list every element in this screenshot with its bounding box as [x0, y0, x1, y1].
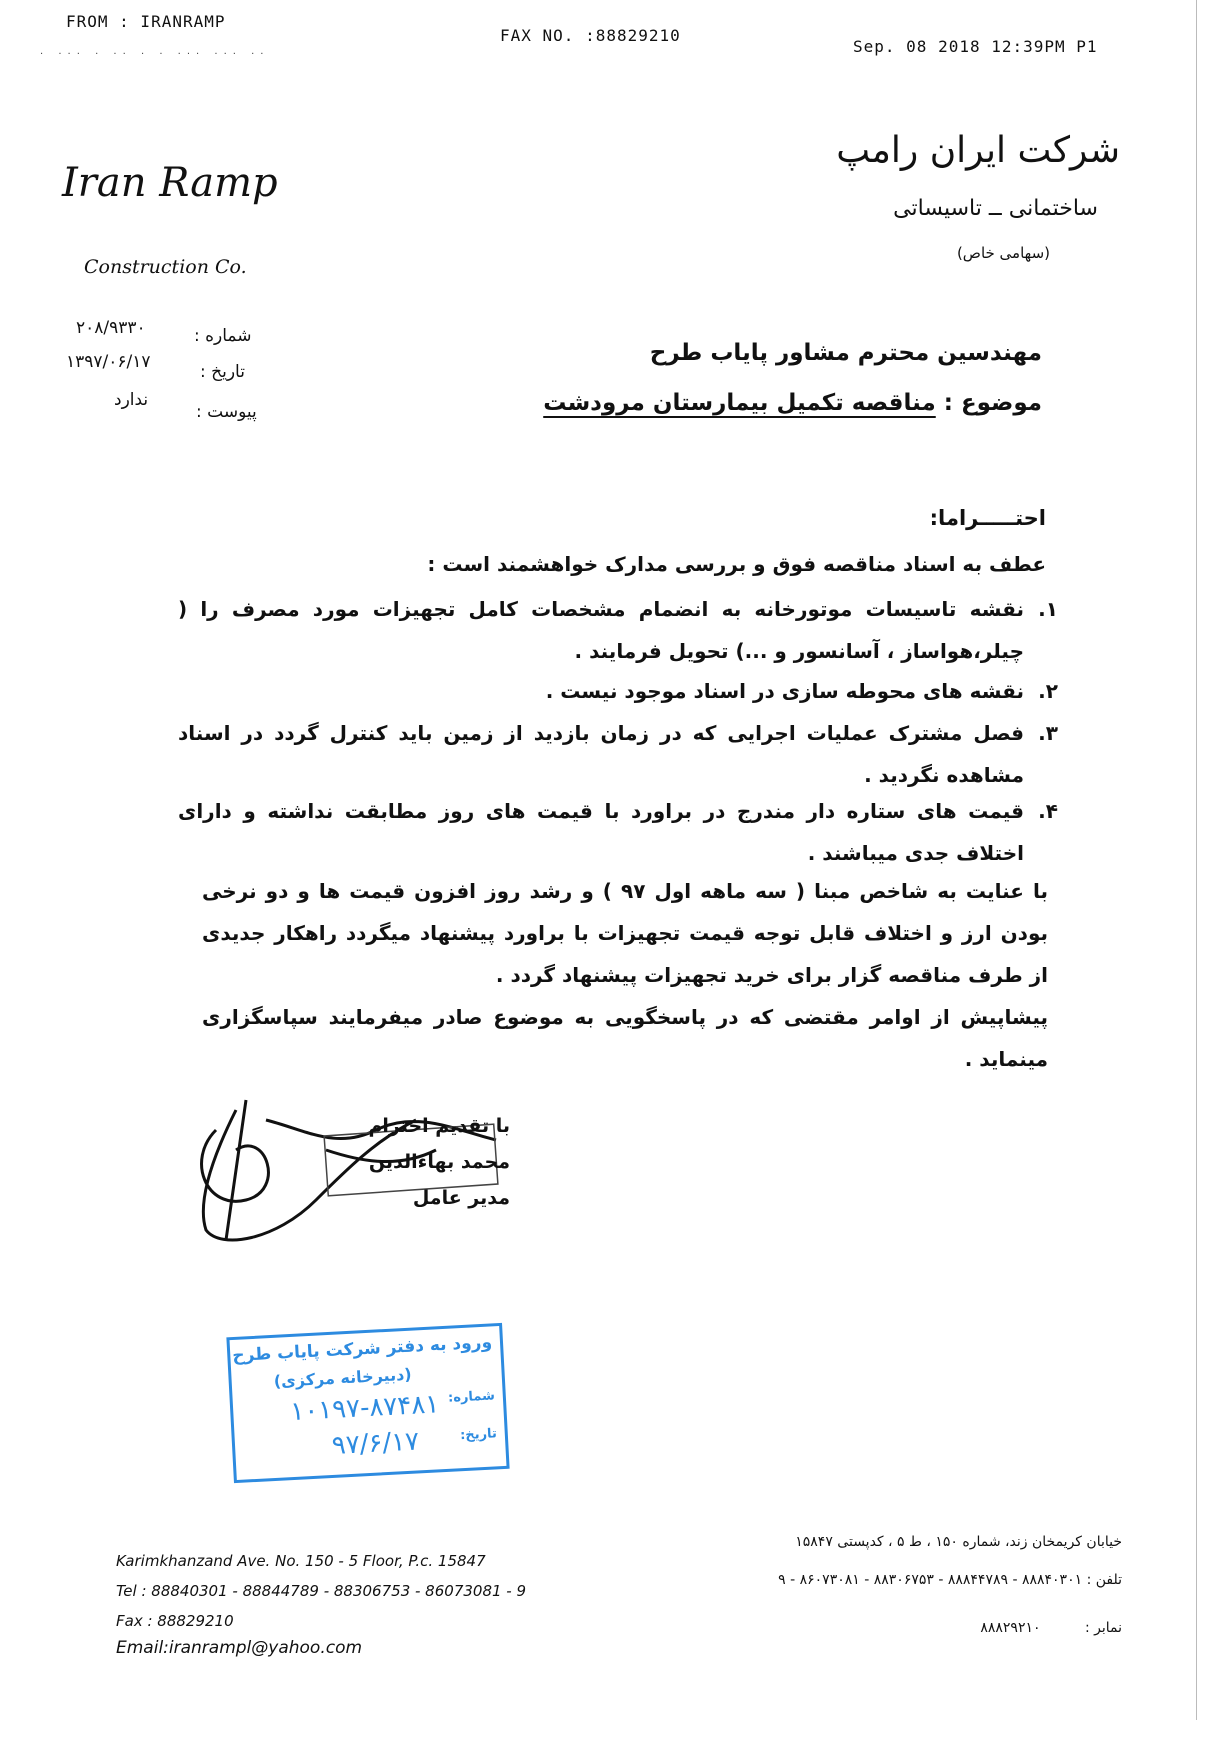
list-item-number: ۱. — [1038, 597, 1058, 621]
signature-block — [270, 1108, 510, 1216]
body-paragraph: با عنایت به شاخص مبنا ( سه ماهه اول ۹۷ ) و رشد روز افزون قیمت ها و دو نرخی بودن ارز و اختلاف قابل توجه قیمت تجهیزات با براورد پیشنهاد میگردد راهکار جدیدی از طرف مناقصه گزار برای خرید تجهیزات پیشنهاد گردد . — [202, 879, 1049, 987]
intro-sentence: عطف به اسناد مناقصه فوق و بررسی مدارک خواهشمند است : — [427, 552, 1046, 576]
subject-label: موضوع : — [943, 390, 1042, 416]
date-value: ۱۳۹۷/۰۶/۱۷ — [66, 352, 151, 372]
list-item-text: قیمت های ستاره دار مندرج در براورد با قیمت های روز مطابقت نداشته و دارای اختلاف جدی میباشند . — [178, 799, 1024, 865]
logo-english: Iran Ramp — [62, 160, 278, 206]
fax-date: Sep. 08 2018 12:39PM P1 — [853, 37, 1098, 56]
stamp-date-label: تاریخ: — [459, 1426, 498, 1444]
list-item — [178, 712, 1058, 796]
attachment-label: پیوست : — [196, 402, 257, 422]
subject-text: مناقصه تکمیل بیمارستان مرودشت — [543, 390, 936, 416]
footer-address-fa: خیابان کریمخان زند، شماره ۱۵۰ ، ط ۵ ، کدپستی ۱۵۸۴۷ — [795, 1534, 1122, 1550]
number-label: شماره : — [194, 326, 252, 346]
list-item — [178, 790, 1058, 874]
number-value: ۲۰۸/۹۳۳۰ — [76, 318, 146, 338]
list-item-text: نقشه های محوطه سازی در اسناد موجود نیست . — [545, 679, 1024, 703]
logo-persian: شرکت ایران رامپ — [836, 130, 1120, 171]
list-item-text: فصل مشترک عملیات اجرایی که در زمان بازدید از زمین باید کنترل گردد در اسناد مشاهده نگردید . — [178, 721, 1024, 787]
stamp-date-value: ۹۷/۶/۱۷ — [331, 1426, 420, 1461]
addressee: مهندسین محترم مشاور پایاب طرح — [649, 340, 1042, 366]
list-item-text: نقشه تاسیسات موتورخانه به انضمام مشخصات کامل تجهیزات مورد مصرف را ( چیلر،هواساز ، آسانسور و ...) تحویل فرمایند . — [178, 597, 1024, 663]
footer-tel-fa-value: ۸۸۸۴۰۳۰۱ - ۸۸۸۴۴۷۸۹ - ۸۸۳۰۶۷۵۳ - ۸۶۰۷۳۰۸۱ - ۹ — [778, 1572, 1083, 1588]
list-item — [178, 670, 1058, 712]
fax-from: FROM : IRANRAMP — [66, 12, 226, 31]
footer-fax-en: Fax : 88829210 — [116, 1612, 234, 1630]
greeting: احتـــــراما: — [929, 506, 1046, 530]
logo-english-subtitle: Construction Co. — [84, 256, 247, 278]
footer-tel-en: Tel : 88840301 - 88844789 - 88306753 - 86073081 - 9 — [116, 1582, 527, 1600]
letter-meta — [0, 0, 1228, 440]
receipt-stamp — [226, 1323, 509, 1483]
footer-fax-fa — [980, 1620, 1122, 1636]
stamp-number-value: ۱۰۱۹۷-۸۷۴۸۱ — [289, 1389, 440, 1428]
attachment-value: ندارد — [114, 390, 149, 410]
list-item-number: ۳. — [1038, 721, 1058, 745]
list-item — [178, 588, 1058, 672]
list-item-number: ۴. — [1038, 799, 1058, 823]
footer-tel-fa-label: تلفن : — [1086, 1572, 1122, 1588]
date-label: تاریخ : — [200, 362, 245, 382]
signature-name: محمد بهاءالدین — [368, 1151, 510, 1173]
footer-email: Email:iranrampl@yahoo.com — [116, 1638, 363, 1658]
stamp-number-label: شماره: — [447, 1388, 496, 1406]
subject-line — [543, 390, 1042, 416]
closing-sentence: پیشاپیش از اوامر مقتضی که در پاسخگویی به موضوع صادر میفرمایند سپاسگزاری مینماید . — [202, 1005, 1048, 1071]
scan-speckles: . ... . .. . . ... ... .. — [40, 46, 270, 57]
footer-address-en: Karimkhanzand Ave. No. 150 - 5 Floor, P.c. 15847 — [116, 1552, 486, 1570]
signature-title: مدیر عامل — [412, 1187, 510, 1209]
logo-persian-company-type: (سهامی خاص) — [956, 244, 1050, 262]
footer-fax-fa-label: نمابر : — [1084, 1620, 1122, 1636]
footer-fax-fa-value: ۸۸۸۲۹۲۱۰ — [980, 1620, 1041, 1636]
signature-respect: با تقدیم احترام — [368, 1115, 510, 1137]
logo-persian-subtitle: ساختمانی ــ تاسیساتی — [893, 196, 1098, 221]
fax-number: FAX NO. :88829210 — [500, 26, 681, 45]
list-item-number: ۲. — [1038, 679, 1058, 703]
footer-tel-fa — [778, 1572, 1122, 1588]
stamp-line-2: (دبیرخانه مرکزی) — [273, 1364, 413, 1391]
stamp-line-1: ورود به دفتر شرکت پایاب طرح — [231, 1332, 493, 1367]
